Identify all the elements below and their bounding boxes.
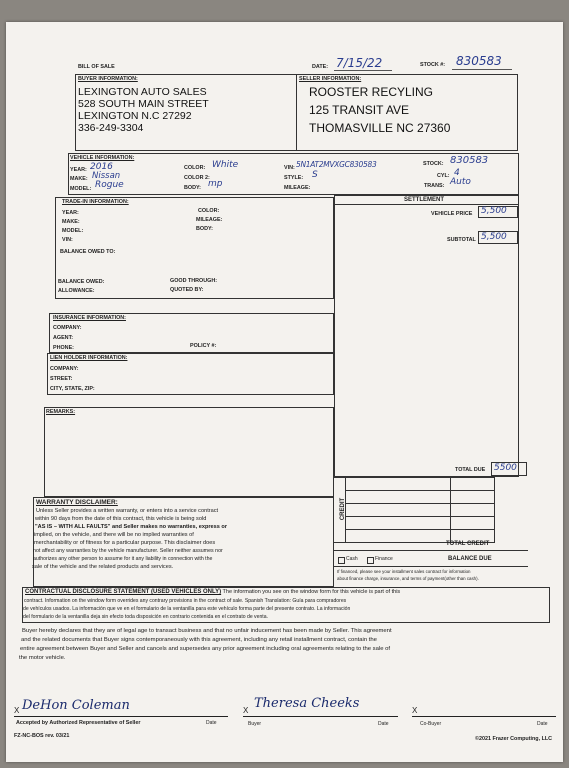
tradein-good-through-label: GOOD THROUGH: bbox=[170, 278, 218, 284]
vehicle-price-label: VEHICLE PRICE bbox=[431, 211, 473, 217]
vehicle-color2-label: COLOR 2: bbox=[184, 175, 210, 181]
lien-city-label: CITY, STATE, ZIP: bbox=[50, 386, 95, 392]
vehicle-color-value: White bbox=[212, 160, 239, 170]
warranty-line-2: within 90 days from the date of this contract, this vehicle is being sold bbox=[35, 516, 207, 522]
finance-note-2: about finance charge, insurance, and terms of payment(other than cash). bbox=[337, 576, 479, 581]
seller-heading: SELLER INFORMATION: bbox=[299, 76, 362, 82]
tradein-make-label: MAKE: bbox=[62, 219, 80, 225]
vehicle-style-value: S bbox=[312, 170, 318, 180]
disclosure-line-2: contract. Information on the window form overrides any contrary provisions in the contract of sale. Spanish Translation: Guía para compradores bbox=[24, 598, 347, 604]
warranty-line-6: not affect any warranties by the vehicle manufacturer. Seller neither assumes nor bbox=[33, 548, 223, 554]
disclosure-line-1-text: The information you see on the window form for this vehicle is part of this bbox=[221, 589, 401, 595]
agreement-line-4: the motor vehicle. bbox=[19, 655, 66, 661]
settlement-heading: SETTLEMENT bbox=[404, 197, 444, 203]
cash-label: Cash bbox=[346, 556, 358, 562]
warranty-line-1: Unless Seller provides a written warranty, or enters into a service contract bbox=[36, 508, 219, 514]
disclosure-heading: CONTRACTUAL DISCLOSURE STATEMENT (USED VEHICLES ONLY) bbox=[25, 589, 222, 595]
vehicle-model-label: MODEL: bbox=[70, 186, 92, 192]
agreement-line-3: entire agreement between Buyer and Seller and cancels and supersedes any prior agreement including oral agreements relating to the sale of bbox=[20, 646, 391, 652]
vehicle-body-label: BODY: bbox=[184, 185, 201, 191]
tradein-mileage-label: MILEAGE: bbox=[196, 217, 223, 223]
vehicle-vin-label: VIN: bbox=[284, 165, 295, 171]
insurance-heading: INSURANCE INFORMATION: bbox=[53, 315, 126, 321]
finance-checkbox[interactable] bbox=[367, 557, 374, 564]
seller-x-mark: X bbox=[14, 706, 20, 715]
remarks-box bbox=[44, 407, 334, 497]
buyer-caption: Buyer bbox=[248, 721, 262, 727]
tradein-allowance-label: ALLOWANCE: bbox=[58, 288, 95, 294]
tradein-heading: TRADE-IN INFORMATION: bbox=[62, 199, 129, 205]
vehicle-stock-value: 830583 bbox=[450, 155, 489, 166]
lien-heading: LIEN HOLDER INFORMATION: bbox=[50, 355, 128, 361]
copyright: ©2021 Frazer Computing, LLC bbox=[475, 736, 553, 742]
subtotal-value: 5,500 bbox=[481, 232, 507, 242]
warranty-line-5: merchantability or of fitness for a particular purpose. This disclaimer does bbox=[34, 540, 216, 546]
vehicle-cyl-value: 4 bbox=[454, 168, 460, 178]
warranty-line-3: "AS IS – WITH ALL FAULTS" and Seller makes no warranties, express or bbox=[35, 524, 228, 530]
vehicle-make-value: Nissan bbox=[92, 171, 121, 181]
tradein-model-label: MODEL: bbox=[62, 228, 84, 234]
vehicle-heading: VEHICLE INFORMATION: bbox=[70, 155, 135, 161]
vehicle-body-value: mp bbox=[208, 179, 223, 189]
finance-note-1: If financed, please see your installment sales contract for information bbox=[337, 569, 471, 574]
subtotal-label: SUBTOTAL bbox=[447, 237, 476, 243]
balance-due-label: BALANCE DUE bbox=[448, 556, 492, 562]
finance-label: Finance bbox=[375, 556, 393, 562]
seller-date-caption: Date bbox=[206, 720, 217, 726]
agreement-line-2: and the related documents that Buyer signs contemporaneously with this agreement, including any retail installment contract, contain the bbox=[21, 637, 377, 643]
warranty-line-8: sale of the vehicle and the related products and services. bbox=[32, 564, 174, 570]
buyer-line-3: LEXINGTON N.C 27292 bbox=[78, 110, 192, 122]
buyer-signature: Theresa Cheeks bbox=[254, 696, 360, 711]
vehicle-trans-value: Auto bbox=[450, 177, 471, 187]
vehicle-make-label: MAKE: bbox=[70, 176, 88, 182]
vehicle-year-label: YEAR: bbox=[70, 167, 87, 173]
disclosure-line-3: de vehículos usados. La información que ve en el formulario de la ventanilla para este vehículo forma parte del presente contrato. La información bbox=[23, 606, 351, 612]
stock-label: STOCK #: bbox=[420, 62, 446, 68]
vehicle-mileage-label: MILEAGE: bbox=[284, 185, 311, 191]
tradein-balance-owed-label: BALANCE OWED: bbox=[58, 279, 105, 285]
buyer-line-4: 336-249-3304 bbox=[78, 122, 144, 134]
seller-signature: DeHon Coleman bbox=[22, 698, 130, 713]
seller-line-3: THOMASVILLE NC 27360 bbox=[309, 121, 451, 135]
disclosure-line-1 bbox=[25, 589, 400, 596]
tradein-year-label: YEAR: bbox=[62, 210, 79, 216]
disclosure-line-4: del formulario de la ventanilla deja sin efecto toda disposición en contrario contenida en el contrato de venta. bbox=[23, 614, 268, 620]
cobuyer-date-caption: Date bbox=[537, 721, 548, 727]
tradein-balance-owed-to-label: BALANCE OWED TO: bbox=[60, 249, 116, 255]
cobuyer-x-mark: X bbox=[412, 706, 418, 715]
cobuyer-caption: Co-Buyer bbox=[420, 721, 442, 727]
vehicle-year-value: 2016 bbox=[90, 162, 113, 172]
date-label: DATE: bbox=[312, 64, 329, 70]
total-due-value: 5500 bbox=[494, 463, 517, 473]
vehicle-trans-label: TRANS: bbox=[424, 183, 445, 189]
buyer-x-mark: X bbox=[243, 706, 249, 715]
total-credit-label: TOTAL CREDIT bbox=[446, 541, 490, 547]
vehicle-stock-label: STOCK: bbox=[423, 161, 444, 167]
remarks-heading: REMARKS: bbox=[46, 409, 76, 415]
vehicle-vin-value: 5N1AT2MVXGC830583 bbox=[296, 160, 377, 169]
tradein-color-label: COLOR: bbox=[198, 208, 220, 214]
warranty-heading: WARRANTY DISCLAIMER: bbox=[36, 499, 118, 506]
form-title: BILL OF SALE bbox=[78, 64, 115, 70]
vehicle-style-label: STYLE: bbox=[284, 175, 304, 181]
tradein-quoted-by-label: QUOTED BY: bbox=[170, 287, 204, 293]
tradein-vin-label: VIN: bbox=[62, 237, 73, 243]
agreement-line-1: Buyer hereby declares that they are of legal age to transact business and that no unfair inducement has been made by Seller. This agreement bbox=[22, 628, 392, 634]
buyer-line-2: 528 SOUTH MAIN STREET bbox=[78, 98, 209, 110]
insurance-policy-label: POLICY #: bbox=[190, 343, 217, 349]
vehicle-color-label: COLOR: bbox=[184, 165, 206, 171]
credit-grid bbox=[333, 477, 495, 543]
buyer-date-caption: Date bbox=[378, 721, 389, 727]
insurance-agent-label: AGENT: bbox=[53, 335, 74, 341]
warranty-line-4: implied, on the vehicle, and there will be no implied warranties of bbox=[34, 532, 194, 538]
warranty-line-7: authorizes any other person to assume for it any liability in connection with the bbox=[33, 556, 213, 562]
cash-checkbox[interactable] bbox=[338, 557, 345, 564]
buyer-heading: BUYER INFORMATION: bbox=[78, 76, 138, 82]
insurance-company-label: COMPANY: bbox=[53, 325, 82, 331]
total-due-label: TOTAL DUE bbox=[455, 467, 486, 473]
insurance-phone-label: PHONE: bbox=[53, 345, 74, 351]
vehicle-price-value: 5,500 bbox=[481, 206, 507, 216]
credit-label: CREDIT bbox=[340, 497, 347, 521]
lien-company-label: COMPANY: bbox=[50, 366, 79, 372]
date-value: 7/15/22 bbox=[336, 56, 383, 70]
seller-signature-caption: Accepted by Authorized Representative of Seller bbox=[16, 720, 141, 726]
stock-value: 830583 bbox=[456, 54, 502, 68]
seller-line-1: ROOSTER RECYLING bbox=[309, 85, 434, 99]
vehicle-model-value: Rogue bbox=[95, 180, 124, 190]
buyer-line-1: LEXINGTON AUTO SALES bbox=[78, 86, 207, 98]
vehicle-cyl-label: CYL: bbox=[437, 173, 450, 179]
tradein-body-label: BODY: bbox=[196, 226, 213, 232]
lien-street-label: STREET: bbox=[50, 376, 73, 382]
form-id: FZ-NC-BOS rev. 03/21 bbox=[14, 733, 70, 739]
seller-line-2: 125 TRANSIT AVE bbox=[309, 103, 410, 117]
